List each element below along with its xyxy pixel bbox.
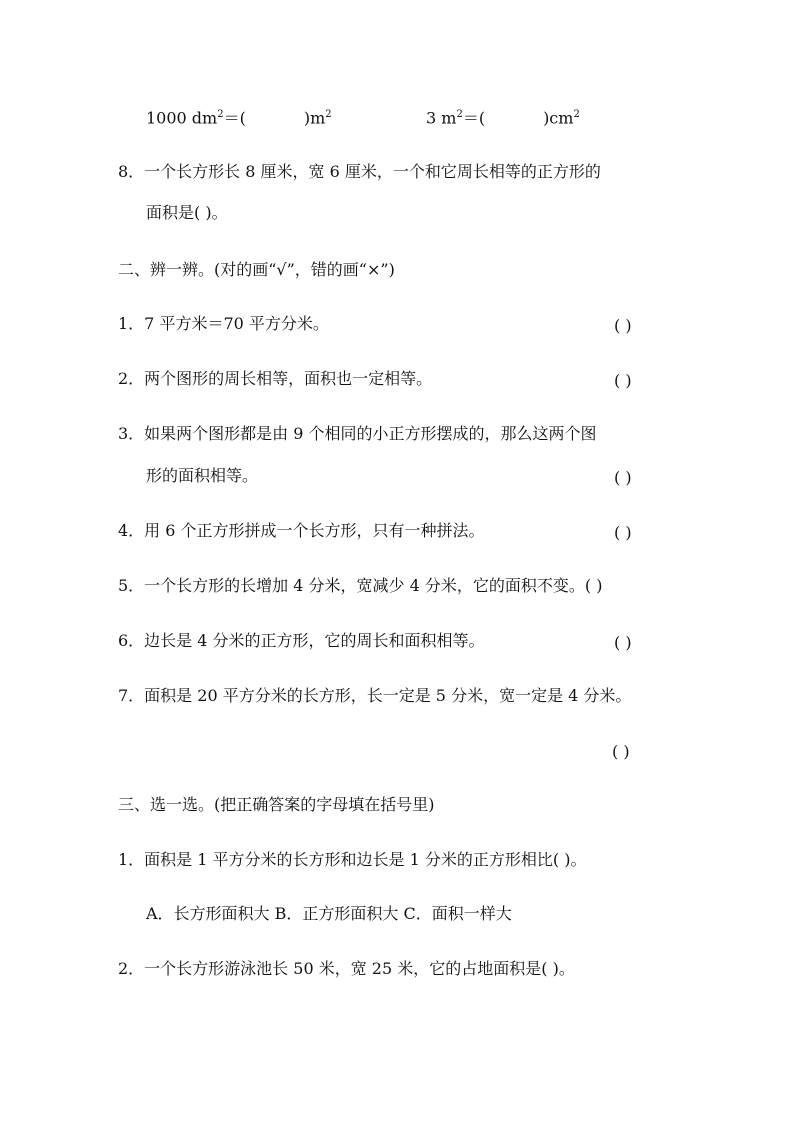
conversion-right bbox=[426, 110, 580, 126]
s2-item3-text2: 形的面积相等。 bbox=[146, 466, 259, 485]
conversion-left-sup: 2 bbox=[217, 109, 224, 120]
conversion-left bbox=[146, 110, 332, 126]
s2-item4-paren: ( ) bbox=[614, 523, 632, 542]
conversion-right-eq: ＝( bbox=[462, 108, 486, 128]
s3-q1-options: A．长方形面积大 B．正方形面积大 C．面积一样大 bbox=[146, 904, 512, 923]
s3-q2-text: 2．一个长方形游泳池长 50 米，宽 25 米，它的占地面积是( )。 bbox=[118, 959, 575, 978]
q8-line2: 面积是( )。 bbox=[146, 203, 228, 222]
conversion-right-close-sup: 2 bbox=[573, 109, 580, 120]
s2-item6-paren: ( ) bbox=[614, 633, 632, 652]
s2-item3-paren: ( ) bbox=[614, 468, 632, 487]
s2-item6-text: 6．边长是 4 分米的正方形，它的周长和面积相等。 bbox=[118, 631, 485, 650]
s2-item7-paren: ( ) bbox=[612, 742, 630, 761]
s2-item3-text: 3．如果两个图形都是由 9 个相同的小正方形摆成的，那么这两个图 bbox=[118, 424, 597, 443]
s2-item1-text: 1．7 平方米＝70 平方分米。 bbox=[118, 314, 329, 333]
s2-item5-text: 5．一个长方形的长增加 4 分米，宽减少 4 分米，它的面积不变。( ) bbox=[118, 576, 603, 595]
section2-title: 二、辨一辨。(对的画“√”，错的画“×”) bbox=[118, 260, 395, 279]
conversion-right-sup: 2 bbox=[456, 109, 463, 120]
conversion-left-expr: 1000 dm bbox=[146, 108, 218, 128]
section3-title: 三、选一选。(把正确答案的字母填在括号里) bbox=[118, 795, 435, 814]
s2-item2-text: 2．两个图形的周长相等，面积也一定相等。 bbox=[118, 369, 433, 388]
conversion-left-eq: ＝( bbox=[223, 108, 246, 128]
conversion-left-close-sup: 2 bbox=[325, 109, 332, 120]
conversion-left-close: )m bbox=[303, 108, 326, 128]
conversion-right-expr: 3 m bbox=[426, 108, 457, 128]
s2-item4-text: 4．用 6 个正方形拼成一个长方形，只有一种拼法。 bbox=[118, 521, 485, 540]
s2-item1-paren: ( ) bbox=[614, 316, 632, 335]
s2-item2-paren: ( ) bbox=[614, 371, 632, 390]
q8-line1: 8．一个长方形长 8 厘米，宽 6 厘米，一个和它周长相等的正方形的 bbox=[118, 162, 601, 181]
s2-item7-text: 7．面积是 20 平方分米的长方形，长一定是 5 分米，宽一定是 4 分米。 bbox=[118, 686, 632, 705]
conversion-right-close: )cm bbox=[543, 108, 574, 128]
s3-q1-text: 1．面积是 1 平方分米的长方形和边长是 1 分米的正方形相比( )。 bbox=[118, 850, 587, 869]
